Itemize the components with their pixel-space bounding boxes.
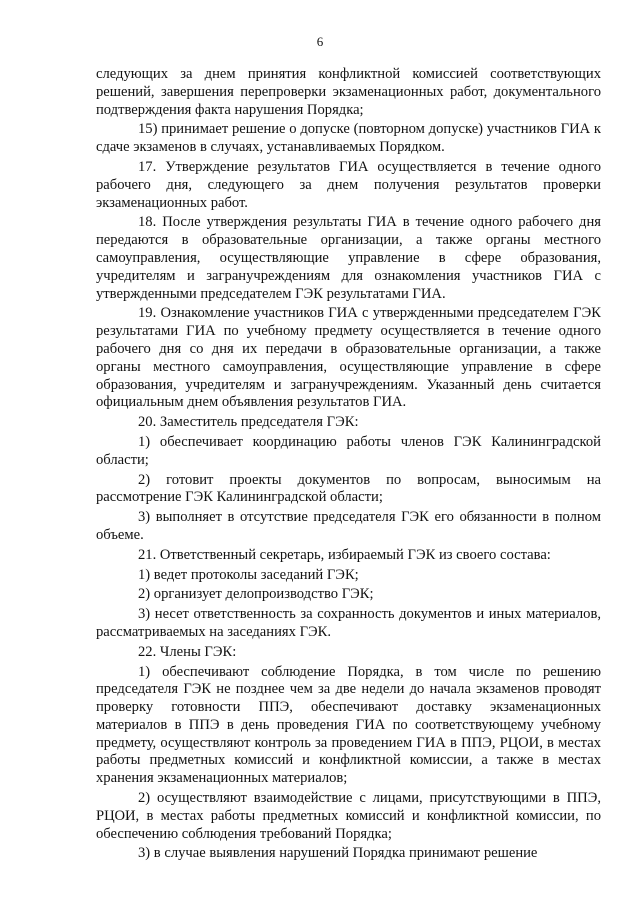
paragraph: 3) выполняет в отсутствие председателя ГЭК его обязанности в полном объеме. <box>96 509 601 543</box>
paragraph: 15) принимает решение о допуске (повторном допуске) участников ГИА к сдаче экзаменов в случаях, устанавливаемых Порядком. <box>96 121 601 156</box>
paragraph: 17. Утверждение результатов ГИА осуществляется в течение одного рабочего дня, следующего за днем получения результатов проверки экзаменационных работ. <box>96 158 601 211</box>
paragraph: 3) несет ответственность за сохранность документов и иных материалов, рассматриваемых на заседаниях ГЭК. <box>96 606 601 640</box>
paragraph: 1) ведет протоколы заседаний ГЭК; <box>138 566 359 583</box>
paragraph: 1) обеспечивают соблюдение Порядка, в том числе по решению председателя ГЭК не позднее чем за две недели до начала экзаменов проводят проверку готовности ППЭ, обеспечивают доставку экзаменационных материалов в ППЭ в день проведения ГИА по соответствующему учебному предмету, осуществляют контроль за проведением ГИА в ППЭ, РЦОИ, в местах работы предметных комиссий и конфликтной комиссии, а также в местах хранения экзаменационных материалов; <box>96 663 601 787</box>
paragraph: 1) обеспечивает координацию работы членов ГЭК Калининградской области; <box>96 433 601 468</box>
paragraph: следующих за днем принятия конфликтной комиссией соответствующих решений, завершения перепроверки экзаменационных работ, документального подтверждения факта нарушения Порядка; <box>96 66 601 118</box>
paragraph: 3) в случае выявления нарушений Порядка принимают решение <box>138 845 538 862</box>
paragraph: 18. После утверждения результаты ГИА в течение одного рабочего дня передаются в образовательные организации, а также органы местного самоуправления, осуществляющие управление в сфере образования, учредителям и загранучреждениям для ознакомления участников ГИА с утвержденными председателем ГЭК результатами ГИА. <box>96 214 601 302</box>
paragraph: 2) организует делопроизводство ГЭК; <box>138 586 374 603</box>
paragraph: 2) готовит проекты документов по вопросам, выносимым на рассмотрение ГЭК Калининградской области; <box>96 471 601 506</box>
paragraph: 2) осуществляют взаимодействие с лицами, присутствующими в ППЭ, РЦОИ, в местах работы предметных комиссий и конфликтной комиссии, по обеспечению соблюдения требований Порядка; <box>96 790 601 842</box>
paragraph: 22. Члены ГЭК: <box>138 643 237 660</box>
paragraph: 19. Ознакомление участников ГИА с утвержденными председателем ГЭК результатами ГИА по учебному предмету осуществляется в течение одного рабочего дня со дня их передачи в образовательные организации, а также органы местного самоуправления, осуществляющие управление в сфере образования, учредителям и загранучреждениям. Указанный день считается официальным днем объявления результатов ГИА. <box>96 305 601 411</box>
page-number: 6 <box>316 34 324 49</box>
paragraph: 20. Заместитель председателя ГЭК: <box>138 414 359 431</box>
document-body <box>96 66 601 863</box>
paragraph: 21. Ответственный секретарь, избираемый ГЭК из своего состава: <box>138 546 551 563</box>
